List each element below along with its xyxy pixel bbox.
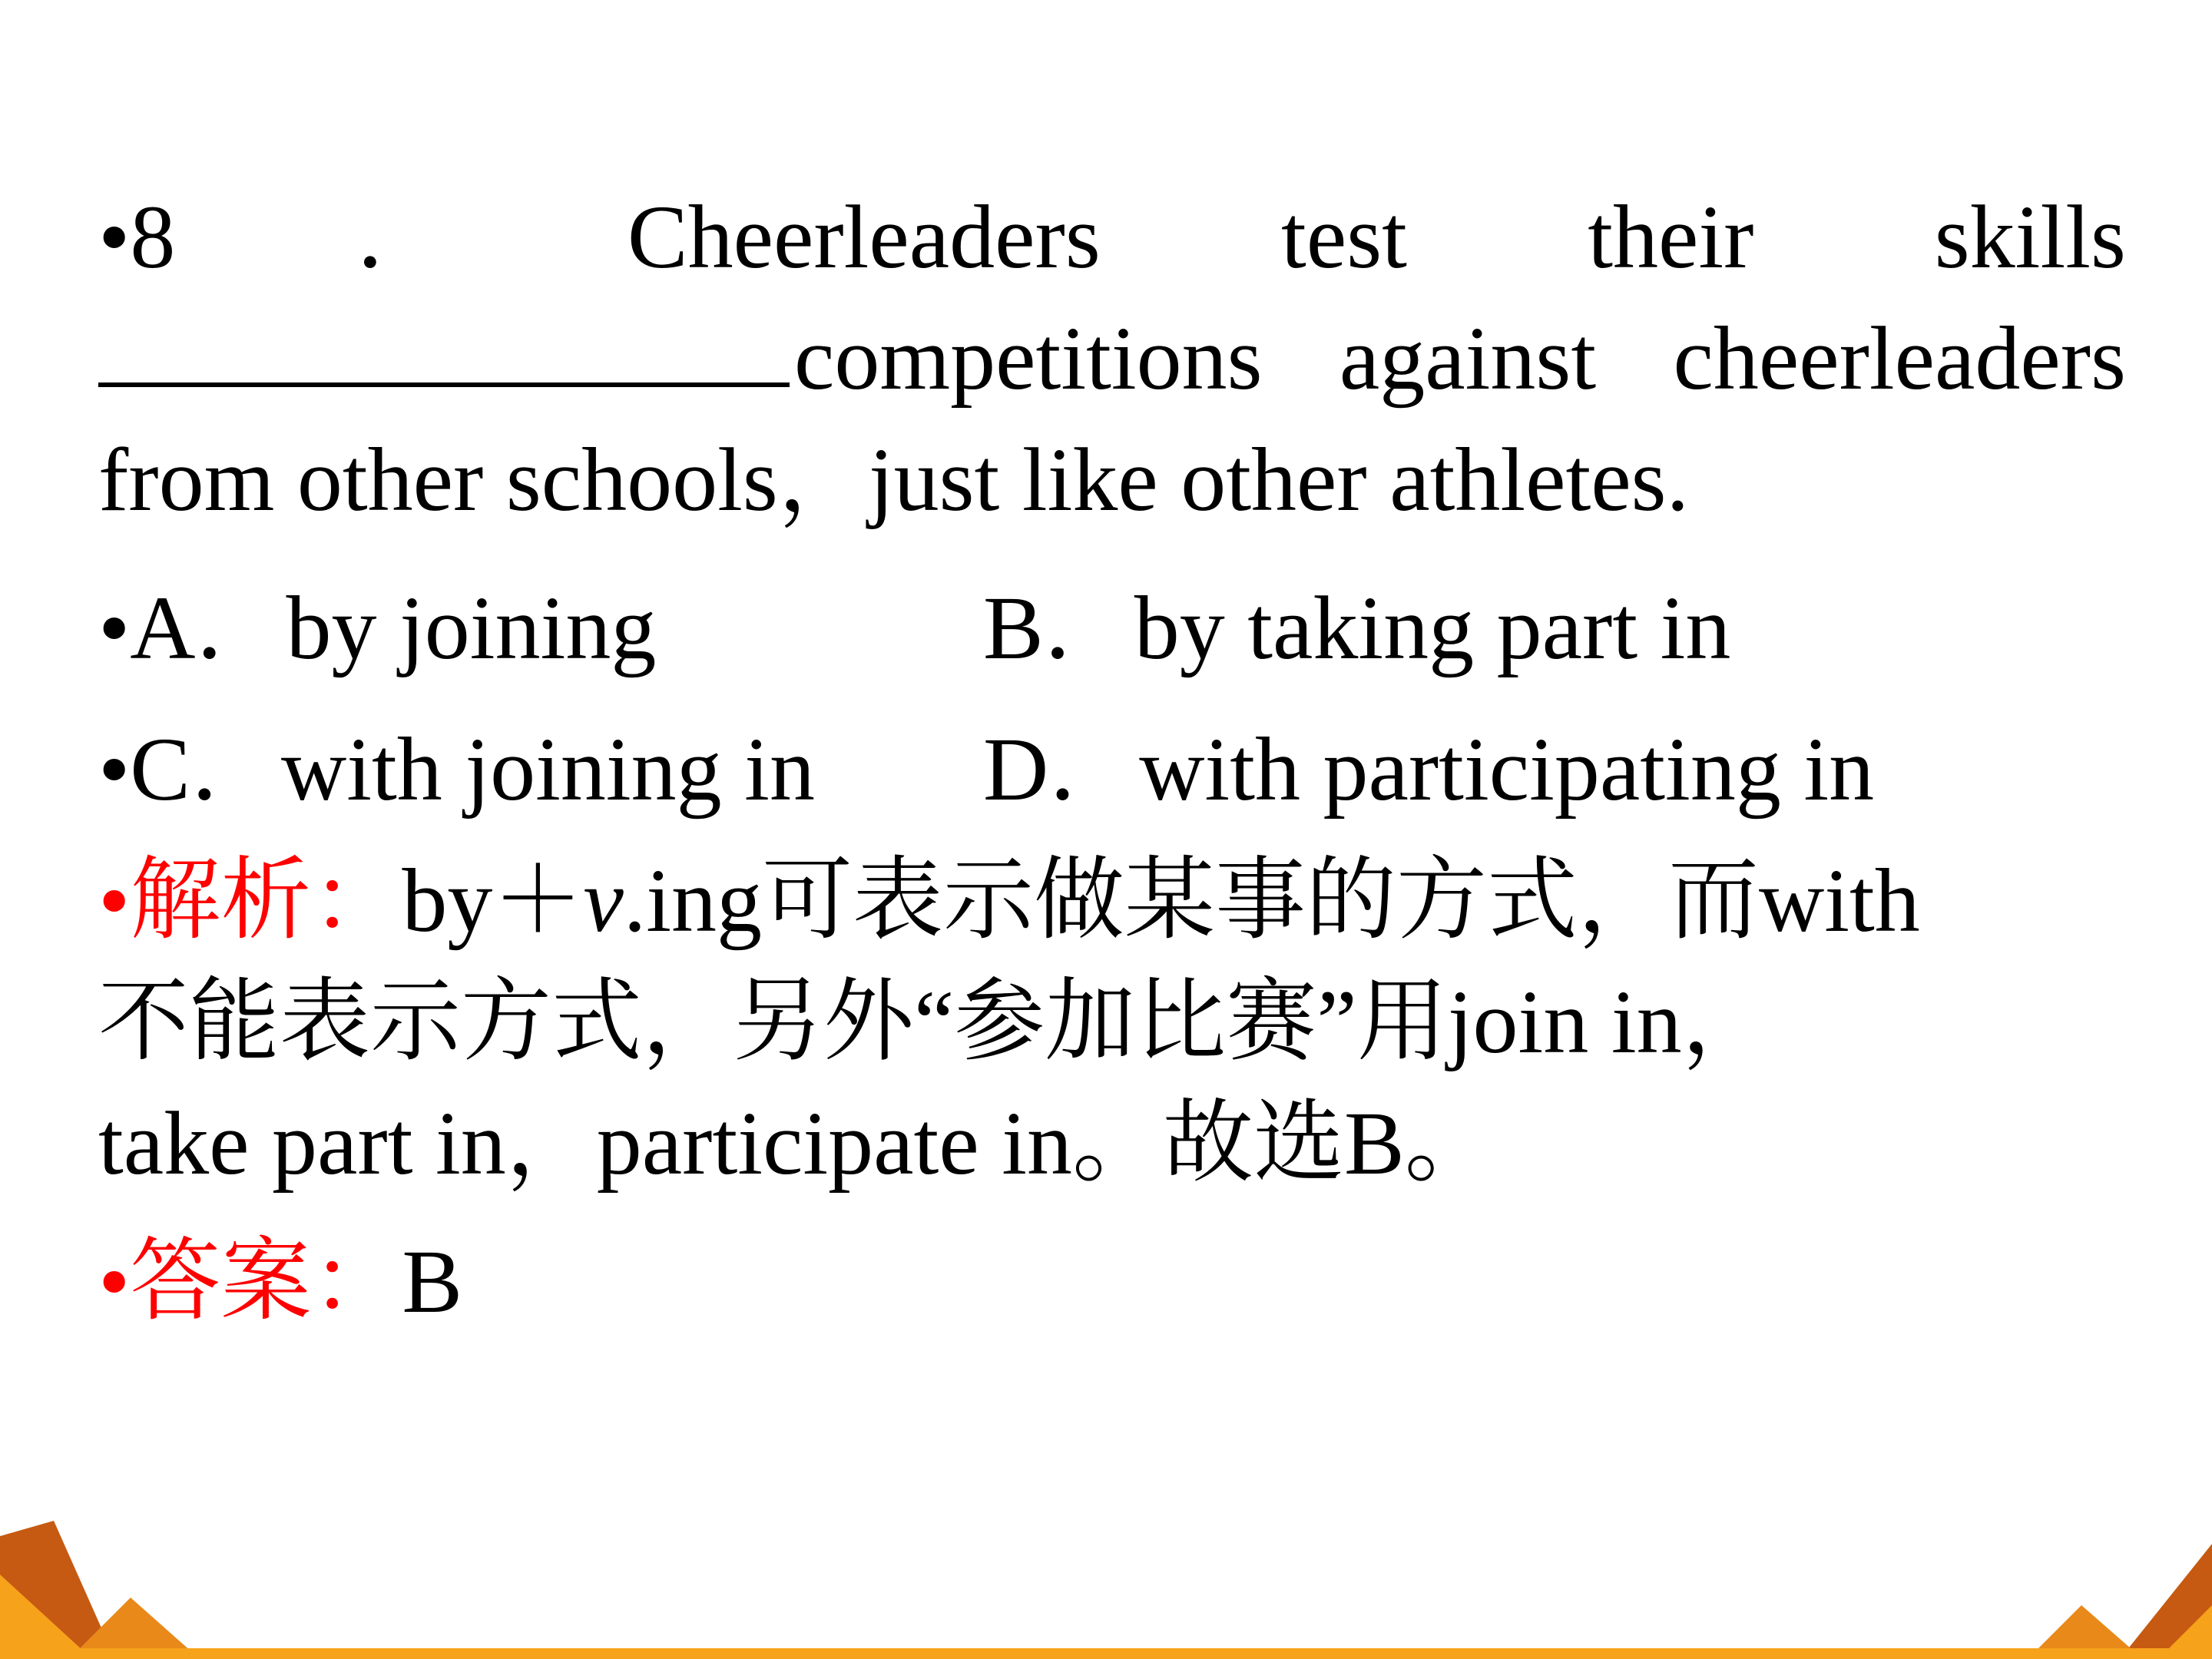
- analysis-block: [98, 840, 2126, 1204]
- analysis-label: •解析：: [98, 850, 402, 951]
- question-word: skills: [1934, 187, 2126, 287]
- question-block: [98, 177, 2126, 541]
- bottom-right-decoration: [1966, 1521, 2212, 1659]
- question-line-2: [98, 298, 2126, 419]
- question-number: [98, 177, 175, 298]
- question-line-1: [98, 177, 2126, 298]
- question-word: Cheerleaders: [627, 187, 1101, 287]
- analysis-line-1: [98, 840, 2126, 962]
- analysis-text: by＋: [402, 850, 584, 951]
- option-d: D．with participating in: [983, 719, 1875, 820]
- slide-content: [98, 177, 2126, 1343]
- analysis-line-2: 不能表示方式，另外“参加比赛”用join in，: [98, 972, 1773, 1072]
- bullet: •: [98, 187, 131, 287]
- analysis-text: .ing可表示做某事的方式，而with: [623, 850, 1920, 951]
- question-dot: ．: [356, 187, 447, 287]
- question-word: test: [1281, 187, 1407, 287]
- question-number-value: 8: [130, 187, 176, 287]
- bottom-band: [0, 1648, 2212, 1659]
- question-text: competitions against cheerleaders: [794, 308, 2126, 409]
- options-row-2: [98, 699, 2126, 840]
- option-a: •A．by joining: [98, 578, 657, 678]
- analysis-italic: v: [583, 850, 624, 951]
- answer-blank: [98, 298, 790, 387]
- answer-label: •答案：: [98, 1231, 402, 1332]
- options-block: [98, 558, 2126, 840]
- options-row-1: [98, 558, 2126, 699]
- answer-block: [98, 1221, 2126, 1343]
- bottom-left-decoration: [0, 1521, 246, 1659]
- option-c: •C．with joining in: [98, 719, 815, 820]
- option-b: B．by taking part in: [983, 578, 1731, 678]
- answer-value: B: [402, 1231, 463, 1332]
- analysis-line-3: take part in，participate in。故选B。: [98, 1093, 1495, 1194]
- question-word: their: [1588, 187, 1754, 287]
- question-line-3: from other schools，just like other athletes.: [98, 429, 1690, 530]
